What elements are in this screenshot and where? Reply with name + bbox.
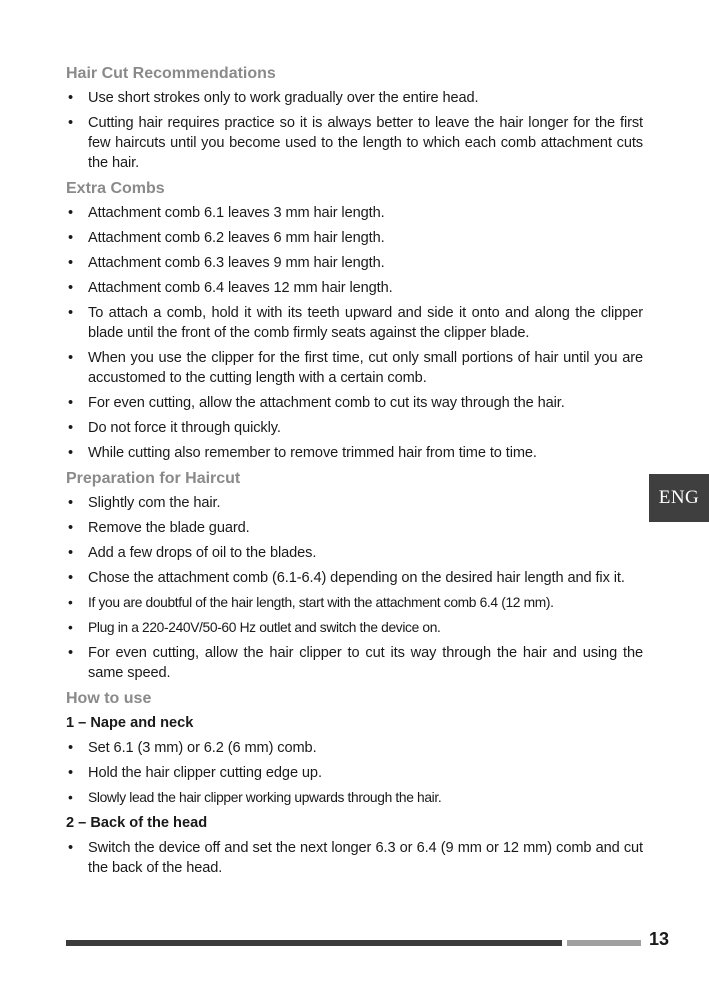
bullet-icon: • <box>68 595 73 610</box>
list-item: • Slightly com the hair. <box>68 495 221 511</box>
bullet-icon: • <box>68 740 74 756</box>
bullet-icon: • <box>68 570 74 586</box>
subheading-back-of-head: 2 – Back of the head <box>66 815 208 831</box>
bullet-icon: • <box>68 520 74 536</box>
footer-rule-light <box>567 940 641 946</box>
list-item: • While cutting also remember to remove trimmed hair from time to time. <box>68 445 537 461</box>
manual-content <box>66 64 643 883</box>
list-item: • Slowly lead the hair clipper working upwards through the hair. <box>66 788 643 808</box>
extra-combs-list <box>66 203 643 463</box>
list-item: • Attachment comb 6.2 leaves 6 mm hair length. <box>68 230 385 246</box>
back-of-head-list <box>66 838 643 878</box>
bullet-icon: • <box>68 255 74 271</box>
list-item: • For even cutting, allow the attachment comb to cut its way through the hair. <box>68 395 565 411</box>
list-item: • Do not force it through quickly. <box>68 420 281 436</box>
haircut-recommendations-list <box>66 88 643 173</box>
list-item: • Cutting hair requires practice so it is always better to leave the hair longer for the first few haircuts until you become used to the length to which each comb attachment cuts the hair. <box>68 115 643 171</box>
section-title-preparation: Preparation for Haircut <box>66 470 241 487</box>
section-title-extra-combs: Extra Combs <box>66 180 165 197</box>
bullet-icon: • <box>68 230 74 246</box>
bullet-icon: • <box>68 790 73 805</box>
list-item: • To attach a comb, hold it with its teeth upward and side it onto and along the clipper blade until the front of the comb firmly seats against the clipper blade. <box>68 305 643 341</box>
bullet-icon: • <box>68 840 74 856</box>
bullet-icon: • <box>68 350 74 366</box>
list-item: • Attachment comb 6.3 leaves 9 mm hair length. <box>68 255 385 271</box>
list-item: • Add a few drops of oil to the blades. <box>68 545 317 561</box>
bullet-icon: • <box>68 115 74 131</box>
page-number: 13 <box>649 929 670 949</box>
list-item: • If you are doubtful of the hair length, start with the attachment comb 6.4 (12 mm). <box>66 593 643 613</box>
list-item: • Chose the attachment comb (6.1-6.4) depending on the desired hair length and fix it. <box>68 570 625 586</box>
bullet-icon: • <box>68 620 73 635</box>
subheading-nape-and-neck: 1 – Nape and neck <box>66 715 194 731</box>
section-title-haircut-recommendations: Hair Cut Recommendations <box>66 65 276 82</box>
bullet-icon: • <box>68 90 74 106</box>
bullet-icon: • <box>68 305 74 321</box>
list-item: • Attachment comb 6.1 leaves 3 mm hair length. <box>68 205 385 221</box>
bullet-icon: • <box>68 280 74 296</box>
preparation-list <box>66 493 643 683</box>
bullet-icon: • <box>68 420 74 436</box>
list-item: • Attachment comb 6.4 leaves 12 mm hair length. <box>68 280 393 296</box>
list-item: • When you use the clipper for the first time, cut only small portions of hair until you are accustomed to the cutting length with a certain comb. <box>68 350 643 386</box>
list-item: • Hold the hair clipper cutting edge up. <box>68 765 322 781</box>
bullet-icon: • <box>68 765 74 781</box>
bullet-icon: • <box>68 495 74 511</box>
language-tab: ENG <box>649 474 709 522</box>
nape-and-neck-list <box>66 738 643 808</box>
bullet-icon: • <box>68 545 74 561</box>
list-item: • Plug in a 220-240V/50-60 Hz outlet and switch the device on. <box>66 618 643 638</box>
bullet-icon: • <box>68 645 74 661</box>
bullet-icon: • <box>68 445 74 461</box>
footer-rule-dark <box>66 940 562 946</box>
bullet-icon: • <box>68 395 74 411</box>
list-item: • Remove the blade guard. <box>68 520 250 536</box>
list-item: • Set 6.1 (3 mm) or 6.2 (6 mm) comb. <box>68 740 317 756</box>
list-item: • Switch the device off and set the next longer 6.3 or 6.4 (9 mm or 12 mm) comb and cut the back of the head. <box>68 840 643 876</box>
list-item: • For even cutting, allow the hair clipper to cut its way through the hair and using the same speed. <box>68 645 643 681</box>
list-item: • Use short strokes only to work gradually over the entire head. <box>68 90 479 106</box>
bullet-icon: • <box>68 205 74 221</box>
section-title-how-to-use: How to use <box>66 690 152 707</box>
